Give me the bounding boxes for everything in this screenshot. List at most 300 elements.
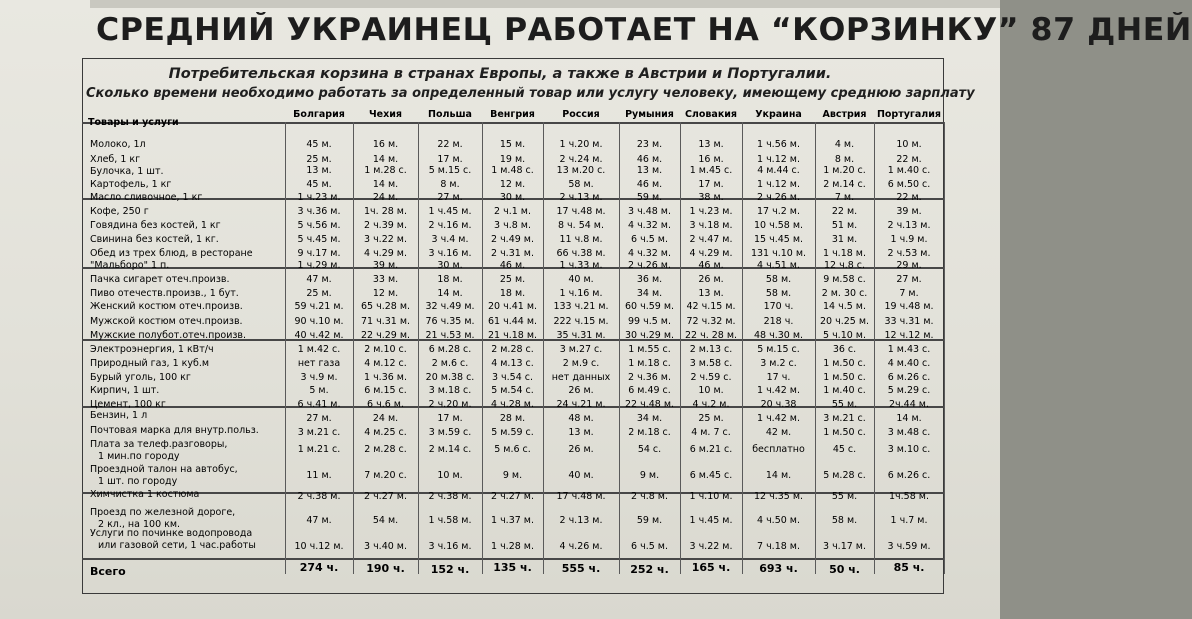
table-cell: 3 м.48 с.: [887, 427, 931, 438]
table-cell: 133 ч.21 м.: [553, 301, 609, 312]
table-cell: 60 ч.59 м.: [624, 301, 675, 312]
table-cell: 6 м.50 с.: [887, 179, 931, 190]
table-cell: 22 м.: [831, 206, 858, 217]
table-cell: 27 м.: [896, 274, 922, 285]
table-cell: 3 ч.4 м.: [431, 234, 469, 245]
table-cell: 33 ч.31 м.: [884, 316, 934, 327]
table-cell: 17 м.: [698, 179, 724, 190]
table-cell: 6 ч.6 м.: [367, 399, 404, 410]
table-cell: 6 м.49 с.: [628, 385, 671, 396]
table-cell: 13 м.: [636, 165, 663, 176]
table-cell: 3 ч.48 м.: [628, 206, 671, 217]
row-label: Говядина без костей, 1 кг: [90, 220, 221, 231]
table-cell: 22 м.: [896, 154, 922, 165]
table-cell: 12 м.: [372, 288, 399, 299]
table-cell: 1 м.48 с.: [491, 165, 534, 176]
table-cell: 4 ч.2 м.: [692, 399, 730, 410]
row-label: Бензин, 1 л: [90, 410, 148, 421]
row-label: Проездной талон на автобус,: [90, 464, 238, 475]
table-cell: 38 м.: [698, 192, 724, 203]
table-cell: 22 ч.48 м.: [624, 399, 675, 410]
table-cell: 66 ч.38 м.: [556, 248, 606, 259]
table-cell: 4 м. 7 с.: [691, 427, 731, 438]
table-cell: 25 м.: [306, 154, 332, 165]
table-cell: 6 ч.5 м.: [631, 541, 668, 552]
table-cell: 59 м.: [636, 515, 663, 526]
table-cell: 48 ч.30 м.: [753, 330, 804, 341]
table-cell: 3 ч.54 с.: [491, 372, 534, 383]
corner-label: Товары и услуги: [88, 117, 179, 128]
table-cell: 3 ч.18 м.: [689, 220, 733, 231]
table-cell: 2 ч.27 м.: [364, 491, 407, 502]
table-cell: 3 м.2 с.: [760, 358, 797, 369]
table-cell: 2 ч.38 м.: [428, 491, 472, 502]
table-cell: 25 м.: [306, 288, 332, 299]
table-cell: 2 м.18 с.: [628, 427, 671, 438]
table-cell: 39 м.: [372, 260, 399, 271]
row-label: Булочка, 1 шт.: [90, 166, 164, 177]
row-label: Масло сливочное, 1 кг: [90, 192, 203, 203]
table-cell: 1 м.43 с.: [887, 344, 931, 355]
table-cell: 14 м.: [896, 413, 922, 424]
table-cell: 1 ч.42 м.: [757, 413, 800, 424]
table-cell: 5 м.54 с.: [491, 385, 534, 396]
table-cell: 1 ч.36 м.: [364, 372, 407, 383]
table-cell: 40 м.: [568, 274, 594, 285]
table-cell: 10 м.: [437, 470, 463, 481]
table-cell: 2 ч.13 м.: [887, 220, 931, 231]
table-cell: 3 м.18 с.: [428, 385, 472, 396]
table-cell: 58 м.: [765, 288, 792, 299]
total-cell: 165 ч.: [691, 561, 731, 574]
table-cell: 15 м.: [499, 139, 526, 150]
table-cell: 55 м.: [831, 399, 858, 410]
table-cell: 10 м.: [896, 139, 922, 150]
table-cell: 4 м.12 с.: [364, 358, 407, 369]
table-cell: 59 ч.21 м.: [294, 301, 344, 312]
table-cell: 14 м.: [765, 470, 792, 481]
row-label: Обед из трех блюд, в ресторане: [90, 248, 253, 259]
table-cell: 4 м.: [834, 139, 855, 150]
table-cell: 3 ч.16 м.: [428, 248, 472, 259]
table-cell: 1 ч.23 м.: [689, 206, 733, 217]
table-cell: 9 м.: [639, 470, 660, 481]
table-cell: 21 ч.18 м.: [487, 330, 538, 341]
table-cell: 71 ч.31 м.: [360, 316, 411, 327]
table-cell: 1 ч.45 м.: [428, 206, 472, 217]
row-label: Природный газ, 1 куб.м: [90, 358, 210, 369]
table-cell: 4 м.40 с.: [887, 358, 931, 369]
row-label: Картофель, 1 кг: [90, 179, 172, 190]
table-cell: 2 ч.20 м.: [428, 399, 472, 410]
table-cell: 11 м.: [306, 470, 332, 481]
table-cell: 4 ч.26 м.: [559, 541, 603, 552]
row-label: Кофе, 250 г: [90, 206, 149, 217]
table-cell: 2 м. 30 с.: [821, 288, 868, 299]
total-cell: 50 ч.: [829, 563, 860, 576]
table-cell: 2 ч.8 м.: [631, 491, 668, 502]
table-cell: 1 м.21 с.: [297, 444, 341, 455]
table-cell: 16 м.: [698, 154, 724, 165]
table-cell: 1 ч.45 м.: [689, 515, 733, 526]
table-cell: 1 ч.12 м.: [757, 179, 800, 190]
table-cell: 2 ч.13 м.: [559, 515, 603, 526]
table-cell: 72 ч.32 м.: [686, 316, 736, 327]
table-cell: 3 ч.9 м.: [300, 372, 338, 383]
table-cell: 8 м.: [440, 179, 460, 190]
table-cell: 17 ч.: [766, 372, 791, 383]
row-label: 1 шт. по городу: [98, 476, 178, 487]
row-label: Мужские полубот.отеч.произв.: [90, 330, 247, 341]
table-cell: 2 ч.26 м.: [628, 260, 671, 271]
table-cell: 2 ч.47 м.: [689, 234, 733, 245]
table-cell: 27 м.: [306, 413, 332, 424]
table-cell: 19 м.: [499, 154, 526, 165]
table-cell: 6 м.15 с.: [364, 385, 407, 396]
country-header: Украина: [755, 109, 802, 120]
table-cell: 131 ч.10 м.: [750, 248, 807, 259]
table-cell: 3 м.27 с.: [559, 344, 603, 355]
table-cell: 14 м.: [372, 179, 399, 190]
table-cell: 40 м.: [568, 470, 594, 481]
table-cell: 12 ч.12 м.: [884, 330, 934, 341]
table-cell: 3 ч.40 м.: [364, 541, 407, 552]
table-cell: 16 м.: [372, 139, 399, 150]
table-cell: 3 ч.36 м.: [297, 206, 341, 217]
table-cell: 1 ч.28 м.: [491, 541, 534, 552]
row-label: Услуги по починке водопровода: [90, 528, 253, 539]
table-cell: 7 м.: [834, 192, 855, 203]
row-label: Пиво отечеств.произв., 1 бут.: [90, 288, 239, 299]
table-cell: 18 м.: [499, 288, 526, 299]
table-cell: 5 ч.56 м.: [297, 220, 341, 231]
table-cell: 3 ч.59 м.: [887, 541, 931, 552]
total-cell: 555 ч.: [561, 562, 601, 575]
table-cell: 76 ч.35 м.: [425, 316, 475, 327]
table-cell: 1 ч.56 м.: [757, 139, 800, 150]
table-cell: 2 ч.38 м.: [297, 491, 341, 502]
table-cell: 1 ч.10 м.: [689, 491, 733, 502]
table-cell: 58 м.: [765, 274, 792, 285]
table-cell: 21 ч.53 м.: [425, 330, 475, 341]
row-label: Плата за телеф.разговоры,: [90, 439, 228, 450]
table-cell: 9 м.: [502, 470, 523, 481]
table-subtitle: Потребительская корзина в странах Европы, а также в Австрии и Португалии.: [168, 66, 832, 82]
table-cell: 36 м.: [636, 274, 663, 285]
table-cell: 2 м.9 с.: [562, 358, 600, 369]
table-cell: 8 ч. 54 м.: [557, 220, 604, 231]
table-cell: 4 м.44 с.: [757, 165, 800, 176]
row-label: Женский костюм отеч.произв.: [90, 301, 243, 312]
total-cell: 85 ч.: [893, 561, 925, 574]
table-cell: 30 м.: [437, 260, 463, 271]
table-cell: 9 м.58 с.: [823, 274, 866, 285]
table-cell: нет газа: [297, 358, 341, 369]
table-cell: 1 м.28 с.: [364, 165, 407, 176]
table-cell: 20 м.38 с.: [425, 372, 475, 383]
table-cell: 58 м.: [568, 179, 594, 190]
table-cell: 42 ч.15 м.: [686, 301, 736, 312]
table-cell: 17 ч.48 м.: [556, 491, 606, 502]
table-cell: 26 м.: [698, 274, 724, 285]
table-cell: 1 ч.29 м.: [297, 260, 341, 271]
page-top-strip: [90, 0, 1000, 8]
table-cell: 18 м.: [437, 274, 463, 285]
table-cell: 6 м.28 с.: [428, 344, 472, 355]
table-cell: 3 ч.22 м.: [689, 541, 733, 552]
country-header: Россия: [562, 109, 600, 120]
table-cell: 22 ч. 28 м.: [684, 330, 738, 341]
table-cell: 19 ч.48 м.: [884, 301, 934, 312]
table-cell: 2 м.28 с.: [491, 344, 534, 355]
table-cell: 1 ч.58 м.: [428, 515, 472, 526]
table-cell: 6 м.26 с.: [887, 470, 931, 481]
table-cell: 31 м.: [831, 234, 858, 245]
total-cell: 693 ч.: [759, 562, 798, 575]
table-cell: 4 ч.32 м.: [628, 220, 671, 231]
table-cell: 24 ч.21 м.: [556, 399, 606, 410]
total-cell: 152 ч.: [430, 563, 470, 576]
table-cell: 2ч.44 м.: [889, 399, 929, 410]
table-cell: 33 м.: [372, 274, 399, 285]
country-header: Чехия: [368, 109, 402, 120]
table-cell: 24 м.: [372, 413, 399, 424]
table-cell: 2 ч.36 м.: [628, 372, 671, 383]
table-cell: 13 м.: [568, 427, 594, 438]
row-label: Бурый уголь, 100 кг: [90, 372, 191, 383]
table-cell: 26 м.: [568, 444, 594, 455]
table-cell: 1 ч.20 м.: [559, 139, 603, 150]
total-cell: 190 ч.: [366, 562, 405, 575]
table-cell: 1 м.40 с.: [887, 165, 931, 176]
table-cell: 1 м.50 с.: [823, 358, 866, 369]
table-cell: 20 ч.25 м.: [819, 316, 870, 327]
table-cell: 6 м.45 с.: [689, 470, 733, 481]
table-cell: 2 ч.31 м.: [491, 248, 534, 259]
table-cell: 46 м.: [499, 260, 526, 271]
table-cell: 1 м.18 с.: [628, 358, 671, 369]
table-cell: 28 м.: [499, 413, 526, 424]
table-cell: 1 м.40 с.: [823, 385, 866, 396]
table-cell: 20 ч.38: [760, 399, 797, 410]
table-cell: 4 м.25 с.: [364, 427, 407, 438]
table-cell: 30 ч.29 м.: [624, 330, 675, 341]
table-cell: 54 с.: [637, 444, 662, 455]
table-cell: 1 м.50 с.: [823, 427, 866, 438]
table-cell: 29 м.: [896, 260, 922, 271]
row-label: или газовой сети, 1 час.работы: [98, 540, 256, 551]
table-cell: 1 ч.12 м.: [757, 154, 800, 165]
table-cell: 23 м.: [636, 139, 663, 150]
table-subtitle-2: Сколько времени необходимо работать за определенный товар или услугу человеку, имеющему среднюю зарплату: [86, 86, 975, 101]
table-cell: 5 м.28 с.: [823, 470, 866, 481]
table-cell: 1 ч.33 м.: [559, 260, 603, 271]
row-label: Электроэнергия, 1 кВт/ч: [90, 344, 214, 355]
table-cell: 4 ч.29 м.: [364, 248, 407, 259]
table-cell: 32 ч.49 м.: [425, 301, 475, 312]
table-cell: 2 ч.39 м.: [364, 220, 407, 231]
table-cell: 90 ч.10 м.: [294, 316, 344, 327]
country-header: Австрия: [822, 109, 867, 120]
table-cell: 22 ч.29 м.: [360, 330, 411, 341]
table-cell: 47 м.: [306, 274, 332, 285]
table-cell: 4 ч.51 м.: [757, 260, 800, 271]
table-cell: 1ч. 28 м.: [364, 206, 407, 217]
table-cell: 4 ч.32 м.: [628, 248, 671, 259]
row-label: 1 мин.по городу: [98, 451, 180, 462]
table-cell: 2 ч.59 с.: [690, 372, 732, 383]
table-cell: 6 ч.41 м.: [297, 399, 341, 410]
table-cell: 14 м.: [372, 154, 399, 165]
table-cell: 13 м.20 с.: [556, 165, 606, 176]
row-label: Цемент, 100 кг: [90, 399, 166, 410]
total-cell: 135 ч.: [493, 561, 532, 574]
column-divider: [944, 122, 945, 574]
table-cell: 2 м.6 с.: [431, 358, 469, 369]
table-cell: 46 м.: [698, 260, 724, 271]
table-cell: 3 м.21 с.: [823, 413, 866, 424]
table-cell: 22 м.: [896, 192, 922, 203]
table-cell: 11 ч.8 м.: [559, 234, 603, 245]
row-label: Кирпич, 1 шт.: [90, 385, 160, 396]
table-cell: 10 ч.58 м.: [753, 220, 804, 231]
table-cell: 42 м.: [765, 427, 792, 438]
table-cell: 9 ч.17 м.: [297, 248, 341, 259]
table-cell: 40 ч.42 м.: [294, 330, 344, 341]
table-cell: 14 м.: [437, 288, 463, 299]
table-cell: 5 ч.10 м.: [823, 330, 866, 341]
table-cell: 1 м.42 с.: [297, 344, 341, 355]
table-cell: 12 ч.8 с.: [823, 260, 866, 271]
table-cell: 7 м.20 с.: [364, 470, 407, 481]
table-cell: 17 м.: [437, 154, 463, 165]
table-cell: 2 ч.24 м.: [559, 154, 603, 165]
table-cell: 10 ч.12 м.: [294, 541, 344, 552]
country-header: Польша: [428, 109, 472, 120]
row-label: Пачка сигарет отеч.произв.: [90, 274, 230, 285]
table-cell: 26 м.: [568, 385, 594, 396]
table-cell: 1 м.50 с.: [823, 372, 866, 383]
row-label: Химчистка 1 костюма: [90, 489, 200, 500]
table-cell: 25 м.: [698, 413, 724, 424]
table-cell: 61 ч.44 м.: [487, 316, 538, 327]
row-label: Молоко, 1л: [90, 139, 146, 150]
table-cell: 59 м.: [636, 192, 663, 203]
table-cell: 5 м.29 с.: [887, 385, 931, 396]
country-header: Болгария: [293, 109, 345, 120]
table-cell: 54 м.: [372, 515, 399, 526]
table-cell: 8 м.: [834, 154, 855, 165]
table-cell: 39 м.: [896, 206, 922, 217]
row-label: 2 кл., на 100 км.: [98, 519, 181, 530]
table-cell: 35 ч.31 м.: [556, 330, 606, 341]
row-label: Почтовая марка для внутр.польз.: [90, 425, 259, 436]
table-cell: 5 м.15 с.: [757, 344, 800, 355]
country-header: Словакия: [684, 109, 738, 120]
table-cell: 6 ч.5 м.: [631, 234, 668, 245]
table-cell: 5 м.59 с.: [491, 427, 534, 438]
table-cell: 3 м.58 с.: [689, 358, 733, 369]
row-label: Свинина без костей, 1 кг.: [90, 234, 219, 245]
table-cell: 1 ч.7 м.: [890, 515, 928, 526]
table-cell: 45 м.: [306, 179, 332, 190]
table-cell: 2 м.13 с.: [689, 344, 733, 355]
table-cell: 2 м.14 с.: [823, 179, 866, 190]
table-cell: 17 ч.48 м.: [556, 206, 606, 217]
total-label: Всего: [90, 565, 126, 578]
table-cell: 1 ч.23 м.: [297, 192, 341, 203]
table-cell: 3 м.59 с.: [428, 427, 472, 438]
table-cell: 2 ч.1 м.: [494, 206, 531, 217]
row-label: Хлеб, 1 кг: [90, 154, 141, 165]
table-cell: 12 м.: [499, 179, 526, 190]
table-cell: 58 м.: [831, 515, 858, 526]
table-cell: 5 м.15 с.: [428, 165, 472, 176]
table-cell: 1 м.55 с.: [628, 344, 671, 355]
table-cell: 99 ч.5 м.: [628, 316, 671, 327]
table-cell: 17 ч.2 м.: [757, 206, 800, 217]
country-header: Румыния: [625, 109, 674, 120]
table-cell: 55 м.: [831, 491, 858, 502]
table-cell: 1 ч.42 м.: [757, 385, 800, 396]
table-cell: 4 м.13 с.: [491, 358, 534, 369]
table-cell: 2 ч.53 м.: [887, 248, 931, 259]
country-header: Венгрия: [490, 109, 535, 120]
table-cell: 10 м.: [698, 385, 724, 396]
table-cell: нет данных: [551, 372, 611, 383]
table-cell: 3 ч.22 м.: [364, 234, 407, 245]
table-cell: 3 м.21 с.: [297, 427, 341, 438]
table-cell: 45 м.: [306, 139, 332, 150]
table-cell: 4 ч.50 м.: [757, 515, 800, 526]
table-cell: 1 м.20 с.: [823, 165, 866, 176]
table-cell: 65 ч.28 м.: [360, 301, 411, 312]
table-cell: 30 м.: [499, 192, 526, 203]
table-cell: 12 ч.35 м.: [753, 491, 804, 502]
table-cell: 13 м.: [698, 139, 724, 150]
table-cell: 25 м.: [499, 274, 526, 285]
table-cell: 5 ч.45 м.: [297, 234, 341, 245]
table-cell: 2 ч.49 м.: [491, 234, 534, 245]
table-cell: 3 ч.16 м.: [428, 541, 472, 552]
table-cell: 20 ч.41 м.: [487, 301, 538, 312]
table-cell: 51 м.: [831, 220, 858, 231]
table-cell: 4 ч.28 м.: [491, 399, 534, 410]
table-cell: 2 ч.27 м.: [491, 491, 534, 502]
country-header: Португалия: [876, 109, 942, 120]
table-cell: 1 ч.16 м.: [559, 288, 603, 299]
table-cell: 1 м.45 с.: [689, 165, 733, 176]
table-cell: 36 с.: [832, 344, 857, 355]
table-cell: 2 м.14 с.: [428, 444, 472, 455]
table-cell: 3 ч.17 м.: [823, 541, 866, 552]
table-cell: 46 м.: [636, 179, 663, 190]
headline: СРЕДНИЙ УКРАИНЕЦ РАБОТАЕТ НА “КОРЗИНКУ” 87 ДНЕЙ: [96, 12, 1192, 48]
table-cell: 46 м.: [636, 154, 663, 165]
table-cell: 13 м.: [698, 288, 724, 299]
table-cell: 15 ч.45 м.: [753, 234, 804, 245]
table-cell: 45 с.: [832, 444, 857, 455]
table-cell: 22 м.: [437, 139, 463, 150]
table-cell: 2 ч.13 м.: [559, 192, 603, 203]
table-cell: 1 ч.37 м.: [491, 515, 534, 526]
table-cell: 5 м.6 с.: [494, 444, 531, 455]
table-cell: 7 ч.18 м.: [757, 541, 800, 552]
table-cell: бесплатно: [752, 444, 805, 455]
table-cell: 218 ч.: [763, 316, 794, 327]
table-cell: 3 ч.8 м.: [494, 220, 531, 231]
table-cell: 2 ч.26 м.: [757, 192, 800, 203]
